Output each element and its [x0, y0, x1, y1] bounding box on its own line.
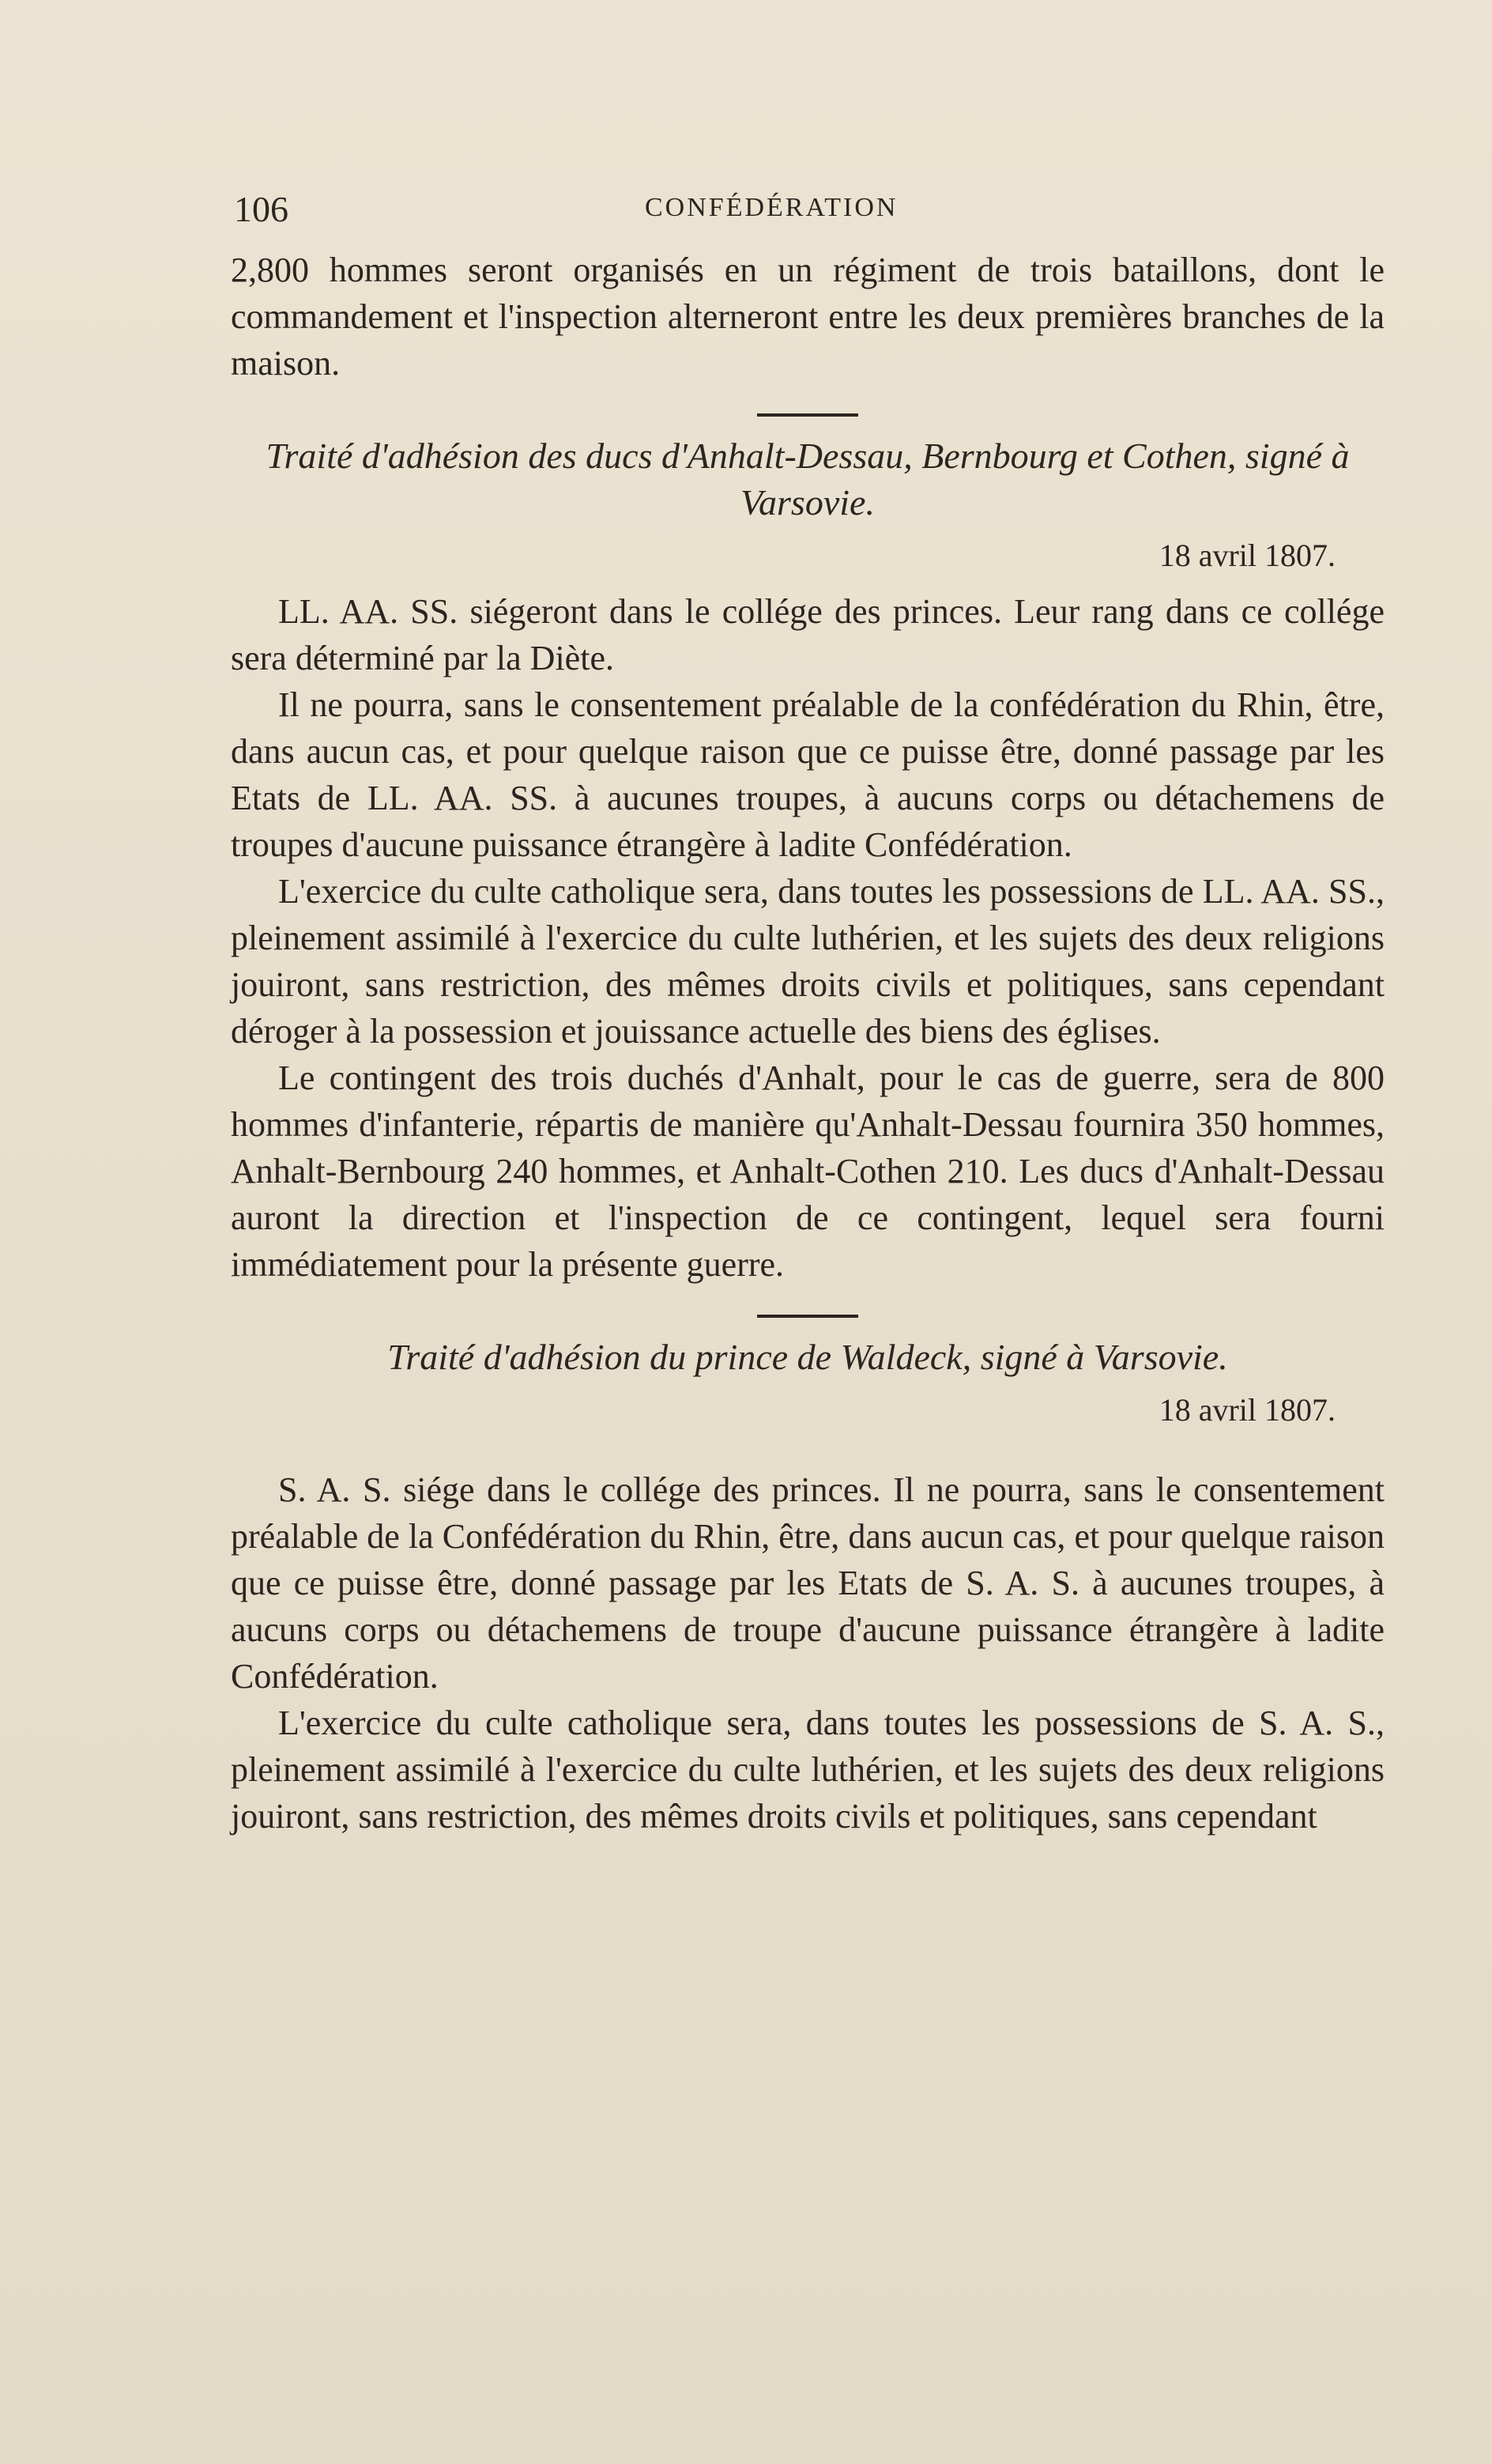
paragraph: Le contingent des trois duchés d'Anhalt, pour le cas de guerre, sera de 800 hommes d'infanterie, répartis de manière qu'Anhalt-Dessau fournira 350 hommes, Anhalt-Bernbourg 240 hommes, et Anhalt-Cothen 210. Les ducs d'Anhalt-Dessau auront la direction et l'inspection de ce contingent, lequel sera fourni immédiatement pour la présente guerre. — [231, 1058, 1385, 1284]
paragraph: Il ne pourra, sans le consentement préalable de la confédération du Rhin, être, dans aucun cas, et pour quelque raison que ce puisse être, donné passage par les Etats de LL. AA. SS. à aucunes troupes, à aucuns corps ou détachemens de troupes d'aucune puissance étrangère à ladite Confédération. — [231, 685, 1385, 864]
paragraph: L'exercice du culte catholique sera, dans toutes les possessions de LL. AA. SS., pleinement assimilé à l'exercice du culte luthérien, et les sujets des deux religions jouiront, sans restriction, des mêmes droits civils et politiques, sans cependant déroger à la possession et jouissance actuelle des biens des églises. — [231, 872, 1385, 1051]
paragraph: L'exercice du culte catholique sera, dans toutes les possessions de S. A. S., pleinement assimilé à l'exercice du culte luthérien, et les sujets des deux religions jouiront, sans restriction, des mêmes droits civils et politiques, sans cependant — [231, 1704, 1385, 1836]
paragraph: LL. AA. SS. siégeront dans le collége des princes. Leur rang dans ce collége sera déterminé par la Diète. — [231, 592, 1385, 677]
paragraph: S. A. S. siége dans le collége des princes. Il ne pourra, sans le consentement préalable de la Confédération du Rhin, être, dans aucun cas, et pour quelque raison que ce puisse être, donné passage par les Etats de S. A. S. à aucunes troupes, à aucuns corps ou détachemens de troupe d'aucune puissance étrangère à ladite Confédération. — [231, 1470, 1385, 1696]
section-divider — [757, 413, 858, 417]
page-number: 106 — [234, 189, 288, 229]
treaty-date-waldeck: 18 avril 1807. — [1159, 1392, 1336, 1428]
page-body — [231, 247, 1385, 1840]
treaty-date-anhalt: 18 avril 1807. — [1159, 538, 1336, 573]
treaty-title-waldeck: Traité d'adhésion du prince de Waldeck, signé à Varsovie. — [387, 1337, 1228, 1377]
page-header — [234, 188, 1388, 243]
section-divider — [757, 1315, 858, 1318]
treaty-title-anhalt: Traité d'adhésion des ducs d'Anhalt-Dessau, Bernbourg et Cothen, signé à Varsovie. — [266, 436, 1350, 523]
spacer — [231, 1443, 1385, 1466]
intro-paragraph: 2,800 hommes seront organisés en un régiment de trois bataillons, dont le commandement et l'inspection alterneront entre les deux premières branches de la maison. — [231, 251, 1385, 383]
running-title: CONFÉDÉRATION — [645, 193, 899, 222]
